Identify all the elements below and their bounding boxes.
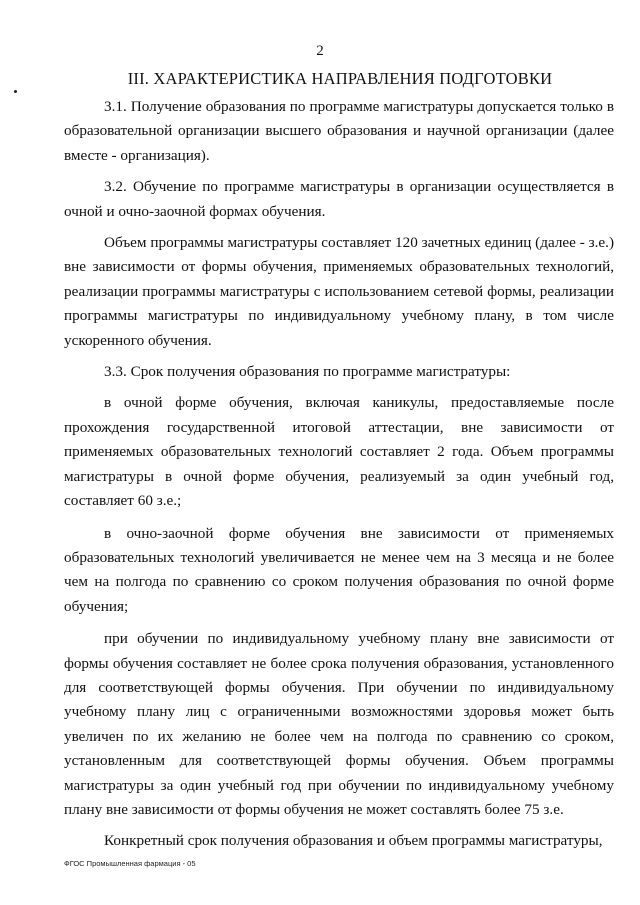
- paragraph-specific-term: Конкретный срок получения образования и объем программы магистратуры,: [104, 832, 603, 850]
- paragraph-part-time: в очно-заочной форме обучения вне зависимости от применяемых образовательных технологий увеличивается не менее чем на 3 месяца и не более чем на полгода по сравнению со сроком получения образования по очной форме обучения;: [64, 524, 614, 615]
- section-title: III. ХАРАКТЕРИСТИКА НАПРАВЛЕНИЯ ПОДГОТОВКИ: [127, 69, 553, 88]
- paragraph-3-3: 3.3. Срок получения образования по программе магистратуры:: [104, 363, 511, 381]
- paragraph-full-time: в очной форме обучения, включая каникулы, предоставляемые после прохождения государственной итоговой аттестации, вне зависимости от применяемых образовательных технологий составляет 2 года. Объем программы магистратуры в очной форме обучения, реализуемый за один учебный год, составляет 60 з.е.;: [64, 394, 614, 510]
- page-number: 2: [316, 43, 324, 59]
- body-text: [64, 95, 614, 861]
- paragraph-3-2: 3.2. Обучение по программе магистратуры в организации осуществляется в очной и очно-заочной формах обучения.: [64, 178, 614, 220]
- footer-label: ФГОС Промышленная фармация - 05: [64, 859, 196, 868]
- paragraph-individual-plan: при обучении по индивидуальному учебному плану вне зависимости от формы обучения составляет не более срока получения образования, установленного для соответствующей формы обучения. При обучении по индивидуальному учебному плану лиц с ограниченными возможностями здоровья может быть увеличен по их желанию не более чем на полгода по сравнению со сроком, установленным для соответствующей формы обучения. Объем программы магистратуры за один учебный год при обучении по индивидуальному учебному плану вне зависимости от формы обучения не может составлять более 75 з.е.: [64, 630, 614, 818]
- paragraph-program-volume: Объем программы магистратуры составляет 120 зачетных единиц (далее - з.е.) вне зависимости от формы обучения, применяемых образовательных технологий, реализации программы магистратуры с использованием сетевой формы, реализации программы магистратуры по индивидуальному учебному плану, в том числе ускоренного обучения.: [64, 234, 614, 349]
- scan-dot: [14, 90, 17, 93]
- paragraph-3-1: 3.1. Получение образования по программе магистратуры допускается только в образовательной организации высшего образования и научной организации (далее вместе - организация).: [64, 98, 614, 164]
